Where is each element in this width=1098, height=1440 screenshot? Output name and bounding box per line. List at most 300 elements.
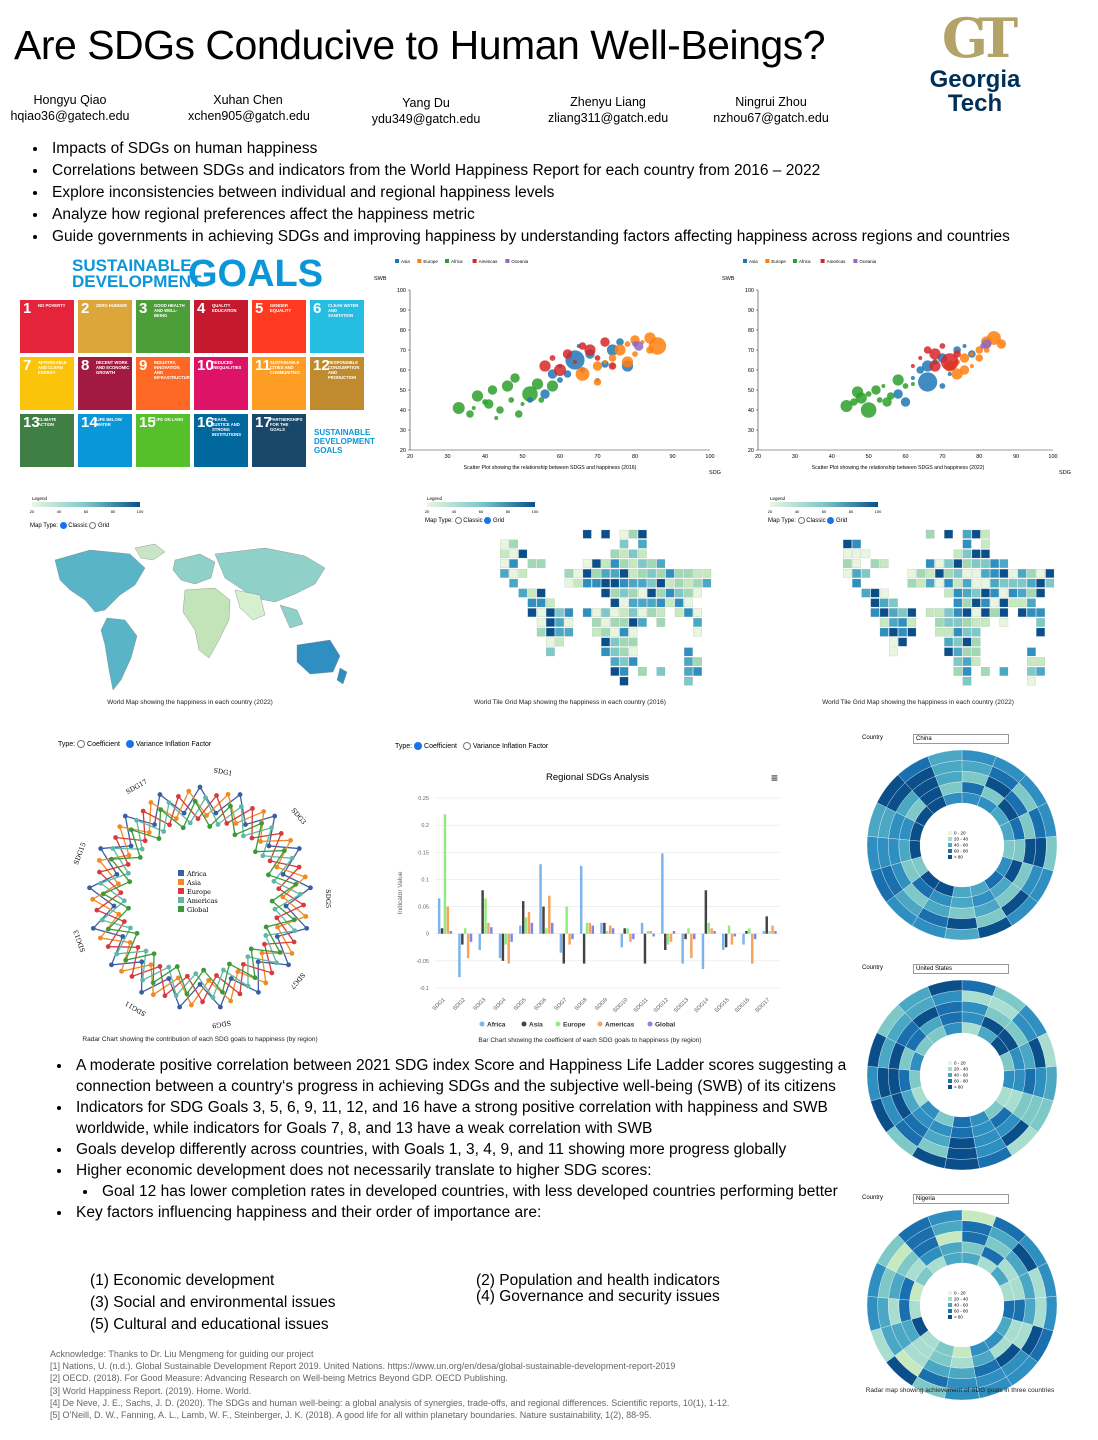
author-name: Ningrui Zhou [735, 95, 807, 109]
radar-point [129, 844, 134, 849]
y-tick-label: 40 [399, 408, 406, 414]
radar-point [290, 951, 295, 956]
scatter-point [496, 406, 504, 414]
radar-point [143, 838, 148, 843]
sunburst-cell [952, 886, 971, 897]
radar-point [123, 814, 128, 819]
y-tick-label: 70 [399, 348, 406, 354]
scatter-point [521, 402, 525, 406]
radar-point [135, 931, 140, 936]
country-tile [611, 648, 619, 656]
intro-bullet: • Guide governments in achieving SDGs and improving happiness by understanding factors affecting happiness across regions and countries [48, 226, 1098, 248]
radar-point [151, 980, 156, 985]
bar [464, 928, 466, 933]
sdg-tile-number: 9 [139, 357, 148, 374]
country-tile [981, 579, 989, 587]
bar [748, 928, 750, 933]
country-tile [666, 599, 674, 607]
radar-point [274, 960, 279, 965]
x-tick-label: 100 [705, 454, 715, 460]
legend-label: Asia [401, 259, 410, 264]
country-tile [954, 559, 962, 567]
radar-point [98, 881, 103, 886]
radar-point [275, 925, 280, 930]
country-tile [935, 618, 943, 626]
country-tile [519, 569, 527, 577]
radar-point [245, 954, 250, 959]
country-tile [1036, 608, 1044, 616]
sunburst-cell [945, 1158, 980, 1170]
country-tile [546, 608, 554, 616]
scatter-point [508, 397, 514, 403]
sdg-heading-3: GOALS [188, 253, 324, 295]
country-tile [537, 589, 545, 597]
country-tile [647, 569, 655, 577]
radar-point [275, 934, 280, 939]
bar [548, 896, 550, 934]
scatter-point [510, 373, 519, 382]
country-tile [638, 667, 646, 675]
radar-point [110, 846, 115, 851]
references [50, 1348, 850, 1421]
radar-point [166, 976, 171, 981]
sunburst-cell [952, 1346, 971, 1357]
scatter-point [550, 355, 556, 361]
x-tick-label: 30 [444, 454, 451, 460]
legend-tick: 40 [56, 509, 62, 514]
sunburst-legend-item [948, 1067, 969, 1072]
radar-point [193, 799, 198, 804]
legend-swatch [417, 259, 421, 263]
radio-coefficient-label: Coefficient [424, 742, 457, 750]
radar-point [228, 999, 233, 1004]
sunburst-legend-label: > 80 [954, 1084, 963, 1090]
sunburst-legend-item [948, 1073, 969, 1078]
radio-vif[interactable] [463, 742, 471, 750]
radar-legend-label: Global [187, 906, 209, 914]
radar-point [268, 859, 273, 864]
y-tick-label: 60 [399, 368, 406, 374]
radar-point [260, 951, 265, 956]
country-tile [1027, 579, 1035, 587]
scatter-point [939, 343, 945, 349]
country-tile [592, 628, 600, 636]
radio-vif[interactable] [126, 740, 134, 748]
radar-legend-item [178, 897, 218, 905]
sdg-tile-label: PEACE, JUSTICE AND STRONG INSTITUTIONS [212, 417, 242, 437]
radio-classic[interactable] [798, 517, 805, 524]
radar-point [91, 926, 96, 931]
bar [600, 923, 602, 934]
country-tile [972, 628, 980, 636]
radio-coefficient[interactable] [77, 740, 85, 748]
country-select[interactable]: China [913, 734, 1009, 744]
country-tile [601, 628, 609, 636]
radar-point [127, 879, 132, 884]
radar-point [185, 974, 190, 979]
country-tile [1036, 657, 1044, 665]
sunburst-legend-label: 60 - 80 [954, 1078, 969, 1084]
bar [589, 923, 591, 934]
x-tick-label: 90 [1013, 454, 1020, 460]
country-tile [611, 618, 619, 626]
country-tile [675, 589, 683, 597]
tile-grid-2022-panel [768, 492, 1068, 710]
legend-tick: 100 [531, 509, 539, 514]
bar-chart-title: Regional SDGs Analysis [546, 772, 649, 783]
scatter-point [918, 356, 922, 360]
x-tick-label: 70 [939, 454, 946, 460]
country-tile [908, 628, 916, 636]
country-tile [611, 657, 619, 665]
legend-label: Oceania [859, 259, 877, 264]
sunburst-cell [1002, 840, 1014, 859]
legend-label: Oceania [511, 259, 529, 264]
sdg-tile-label: DECENT WORK AND ECONOMIC GROWTH [96, 360, 130, 375]
map-type-label: Map Type: [425, 518, 453, 525]
sdg-tile-number: 4 [197, 300, 206, 317]
scatter-point [877, 397, 883, 403]
bar [687, 928, 689, 933]
scatter-point [948, 372, 952, 376]
radar-point [221, 968, 226, 973]
sunburst-country-label: Country [862, 1195, 884, 1201]
bar [751, 934, 753, 964]
scatter-point [614, 344, 625, 355]
radar-point [264, 925, 269, 930]
bar-legend-item[interactable] [648, 1022, 676, 1029]
country-tile [963, 579, 971, 587]
scatter-point [929, 348, 940, 359]
country-tile [871, 589, 879, 597]
country-tile [981, 540, 989, 548]
radar-point [292, 928, 297, 933]
country-tile [675, 608, 683, 616]
country-tile [862, 569, 870, 577]
radio-grid[interactable] [484, 517, 491, 524]
country-tile [990, 589, 998, 597]
scatter-plot-2016 [370, 255, 721, 480]
radar-point [140, 978, 145, 983]
x-tick-label: SDG8 [573, 997, 589, 1013]
scatter-point [982, 339, 991, 348]
bar [447, 907, 449, 934]
legend-swatch [821, 259, 825, 263]
bar [568, 934, 570, 945]
country-tile [638, 530, 646, 538]
scatter-point [953, 350, 961, 358]
radar-point [185, 991, 190, 996]
sunburst-cell [950, 897, 973, 908]
sdg-tile [136, 357, 193, 410]
sunburst-legend-label: 0 - 20 [954, 830, 966, 836]
country-tile [684, 657, 692, 665]
country-tile [935, 569, 943, 577]
radar-point [238, 991, 243, 996]
country-tile [601, 579, 609, 587]
country-tile [963, 638, 971, 646]
sdg-tile-label: LIFE BELOW WATER [96, 417, 122, 427]
radar-point [158, 807, 163, 812]
sunburst-cell [950, 1357, 973, 1368]
country-tile [889, 618, 897, 626]
country-tile [565, 569, 573, 577]
radio-grid-label: Grid [835, 518, 848, 525]
bar [763, 931, 765, 934]
scatter-point [997, 339, 1006, 348]
country-tile [555, 608, 563, 616]
radar-axis-label: SDG7 [288, 970, 307, 991]
scatter-point [515, 410, 523, 418]
gt-line2: Tech [947, 90, 1003, 117]
legend-item [853, 259, 876, 264]
country-tile [684, 677, 692, 685]
country-tile [565, 579, 573, 587]
x-tick-label: 80 [631, 454, 639, 460]
y-tick-label: 100 [744, 288, 754, 294]
country-tile [990, 599, 998, 607]
sdg-tile [252, 414, 306, 467]
factor-1: (1) Economic development [90, 1272, 275, 1289]
bar-caption: Bar Chart showing the coefficient of each SDG goals to happiness (by region) [478, 1037, 702, 1044]
legend-item [793, 259, 811, 264]
sdg-tile-label: SUSTAINABLE DEVELOPMENT GOALS [314, 428, 375, 455]
radar-point [263, 980, 268, 985]
country-tile [611, 579, 619, 587]
author-email: ydu349@gatch.edu [371, 112, 481, 126]
scatter-point [603, 360, 607, 364]
country-tile [583, 569, 591, 577]
country-tile [944, 638, 952, 646]
y-tick-label: 50 [747, 388, 754, 394]
country-tile [963, 599, 971, 607]
country-tile [944, 608, 952, 616]
country-tile [620, 599, 628, 607]
country-tile [592, 569, 600, 577]
legend-tick: 40 [451, 509, 457, 514]
bar-legend-item[interactable] [598, 1022, 635, 1029]
country-tile [880, 559, 888, 567]
bar [571, 934, 573, 939]
bar [606, 931, 608, 934]
scatter-point [882, 397, 891, 406]
scatter-point [488, 385, 497, 394]
radar-point [189, 1003, 194, 1008]
country-tile [620, 657, 628, 665]
x-tick-label: 100 [1048, 454, 1058, 460]
bar-legend-label: Asia [529, 1021, 543, 1029]
sunburst-legend-item [948, 1085, 963, 1090]
bar [609, 926, 611, 934]
scatter-point [527, 397, 533, 403]
y-tick-label: 80 [747, 328, 754, 334]
country-tile [537, 618, 545, 626]
radio-classic[interactable] [60, 522, 67, 529]
sunburst-legend-item [948, 855, 963, 860]
y-axis-label: SWB [374, 276, 387, 282]
sunburst-legend-label: 0 - 20 [954, 1060, 966, 1066]
country-tile [537, 608, 545, 616]
country-tile [647, 589, 655, 597]
country-tile [963, 569, 971, 577]
country-select[interactable]: Nigeria [913, 1194, 1009, 1204]
x-tick-label: 70 [594, 454, 601, 460]
country-tile [684, 667, 692, 675]
scatter-point [625, 341, 631, 347]
legend-tick: 80 [110, 509, 116, 514]
scatter-point [911, 364, 915, 368]
country-tile [509, 559, 517, 567]
map-type-label: Map Type: [768, 518, 796, 525]
x-tick-label: SDG1 [431, 997, 447, 1013]
country-tile [684, 599, 692, 607]
radar-point [261, 809, 266, 814]
author-name: Xuhan Chen [213, 93, 283, 107]
sunburst-legend-item [948, 1291, 966, 1296]
legend-tick: 40 [794, 509, 800, 514]
sdg-tile [78, 357, 132, 410]
country-select[interactable]: United States [913, 964, 1009, 974]
country-tile [935, 608, 943, 616]
y-tick-label: 0.25 [418, 796, 429, 802]
finding-item [72, 1139, 862, 1160]
author-email: nzhou67@gatch.edu [713, 111, 829, 125]
sunburst-legend-item [948, 837, 969, 842]
sdg-tile [310, 357, 364, 410]
country-tile [972, 550, 980, 558]
radar-point [298, 892, 303, 897]
country-tile [611, 559, 619, 567]
sunburst-legend-item [948, 831, 966, 836]
sdg-tile [136, 414, 190, 467]
country-tile [620, 579, 628, 587]
bar-legend-item[interactable] [480, 1022, 506, 1029]
bar [583, 934, 585, 964]
bar [661, 853, 663, 933]
sunburst-legend-label: > 80 [954, 1314, 963, 1320]
sdg-tile-number: 10 [197, 357, 214, 374]
radio-grid[interactable] [89, 522, 96, 529]
country-tile [693, 667, 701, 675]
sunburst-legend-label: 60 - 80 [954, 1308, 969, 1314]
radar-point [290, 856, 295, 861]
radar-point [250, 806, 255, 811]
factor-4: (4) Governance and security issues [476, 1288, 720, 1305]
country-tile [954, 569, 962, 577]
sunburst-legend-item [948, 849, 969, 854]
scatter-point [903, 383, 909, 389]
country-region [297, 640, 340, 674]
sunburst-cell [1002, 1070, 1014, 1089]
legend-label: Asia [749, 259, 758, 264]
bar [603, 923, 605, 934]
radio-coefficient[interactable] [414, 742, 422, 750]
chart-menu-icon[interactable]: ≡ [770, 771, 778, 785]
country-tile [963, 657, 971, 665]
country-tile [620, 608, 628, 616]
bar-type-label: Type: [395, 742, 413, 750]
reference-line: Acknowledge: Thanks to Dr. Liu Mengmeng for guiding our project [50, 1349, 314, 1359]
sdg-tile-number: 16 [197, 414, 214, 431]
radar-point [181, 825, 186, 830]
y-axis-label: Indicator Value [397, 871, 404, 915]
country-tile [944, 530, 952, 538]
sunburst-cell [909, 1070, 921, 1089]
sdg-tile-label: LIFE ON LAND [154, 417, 184, 422]
y-tick-label: 80 [399, 328, 406, 334]
bar [690, 934, 692, 958]
country-tile [990, 579, 998, 587]
country-tile [611, 608, 619, 616]
reference-line: [1] Nations, U. (n.d.). Global Sustainable Development Report 2019. United Nations. https://www.un.org/en/desa/global-sustainable-development-report-2019 [50, 1361, 676, 1372]
country-tile [990, 608, 998, 616]
country-tile [601, 559, 609, 567]
radar-point [90, 897, 95, 902]
country-tile [954, 657, 962, 665]
radar-point [106, 944, 111, 949]
radar-legend-item [178, 888, 211, 896]
country-tile [546, 648, 554, 656]
country-tile [963, 589, 971, 597]
country-tile [620, 618, 628, 626]
radar-point [297, 865, 302, 870]
country-tile [889, 628, 897, 636]
y-tick-label: 0 [425, 931, 429, 938]
country-tile [1046, 579, 1054, 587]
bar-legend-item[interactable] [556, 1022, 586, 1029]
bar [470, 934, 472, 942]
x-tick-label: SDG13 [673, 997, 691, 1015]
country-tile [565, 628, 573, 636]
legend-item [395, 259, 410, 264]
country-tile [500, 569, 508, 577]
finding-text: Goals develop differently across countries, with Goals 1, 3, 4, 9, and 11 showing more progress globally [76, 1141, 787, 1158]
radar-point [276, 886, 281, 891]
intro-bullets [26, 138, 1098, 248]
bar-legend-item[interactable] [522, 1022, 544, 1029]
legend-gradient [770, 502, 878, 507]
radar-point [308, 885, 313, 890]
country-tile [862, 589, 870, 597]
radar-point [249, 946, 254, 951]
bar [710, 928, 712, 933]
country-tile [972, 579, 980, 587]
legend-swatch [793, 259, 797, 263]
radio-grid[interactable] [827, 517, 834, 524]
radar-chart-panel [30, 738, 370, 1048]
country-tile [1036, 628, 1044, 636]
world-map-panel [20, 492, 360, 710]
country-tile [1027, 667, 1035, 675]
bar [673, 931, 675, 934]
scatter-point [532, 378, 543, 389]
country-tile [500, 540, 508, 548]
scatter-point [576, 367, 590, 381]
radar-point [151, 992, 156, 997]
sunburst-cell [948, 907, 975, 919]
radar-point [152, 822, 157, 827]
radio-classic[interactable] [455, 517, 462, 524]
country-tile [898, 608, 906, 616]
sdg-tile [310, 300, 364, 353]
country-tile [629, 657, 637, 665]
country-tile [657, 667, 665, 675]
author-5 [711, 94, 831, 126]
country-tile [871, 599, 879, 607]
map-type-label: Map Type: [30, 523, 58, 530]
sdg-tile [194, 414, 248, 467]
scatter-point [970, 364, 974, 368]
